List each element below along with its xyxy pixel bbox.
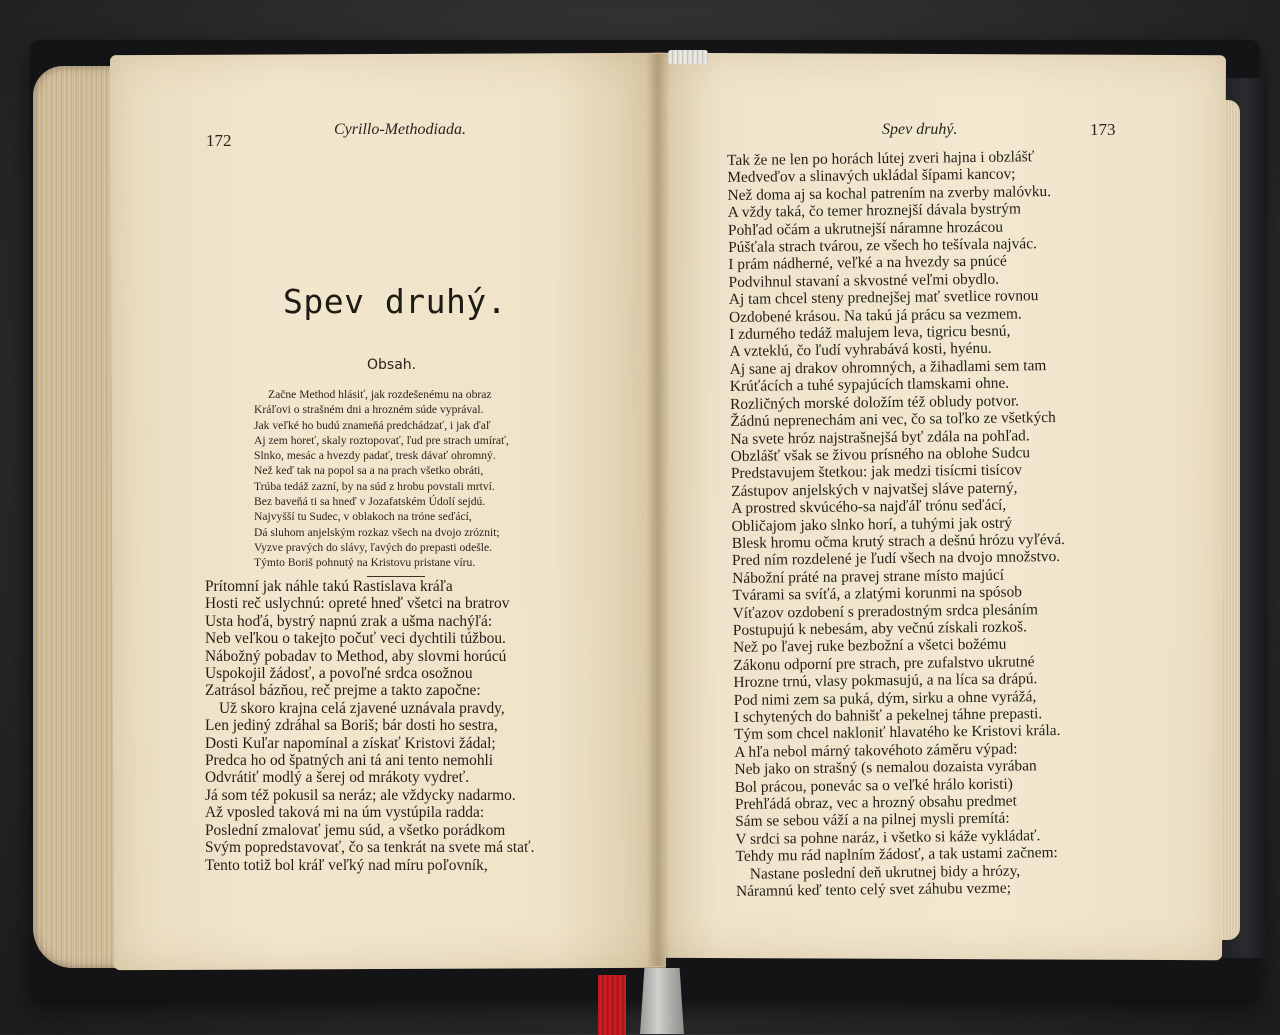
right-page-number: 173 <box>1090 120 1116 139</box>
section-divider <box>367 576 425 577</box>
verse-line: A vždy taká, čo temer hroznejší dávala bystrým <box>727 200 1022 222</box>
verse-line: Hrozne trnú, vlasy pokmasujú, a na líca sa drápú. <box>733 670 1038 692</box>
verse-line: Uspokojil žádosť, a povoľné srdca osožnou <box>205 665 473 683</box>
verse-line: Tak že ne len po horách lútej zveri hajna i obzlášť <box>727 148 1035 169</box>
summary-line: Trúba tedáž zazní, by na súd z hrobu povstali mrtví. <box>254 479 495 493</box>
summary-heading: Obsah. <box>367 357 417 373</box>
verse-line: Neb jako on strašný (s nemalou dozaista vyrában <box>734 757 1037 779</box>
bookmark-ribbon-red <box>598 975 626 1035</box>
verse-line: Zákonu odporní pre strach, pre zufalstvo ukrutné <box>733 653 1035 674</box>
verse-line: Už skoro krajna celá zjavené uznávala pravdy, <box>219 699 505 717</box>
verse-line: Ozdobené krásou. Na takú já prácu sa vezmem. <box>728 305 1022 326</box>
summary-line: Dá sluhom anjelským rozkaz všech na dvojo zróznit; <box>254 525 500 539</box>
verse-line: Postupujú k nebesám, aby večnú získali rozkoš. <box>732 618 1028 639</box>
right-verse-block <box>727 148 1069 900</box>
verse-line: Svým popredstavovať, čo sa tenkrát na svete má stať. <box>205 839 535 857</box>
verse-line: I prám nádherné, veľké a na hvezdy sa pnúcé <box>728 253 1007 274</box>
verse-line: Tvárami sa svíťá, a zlatými korunmi na spósob <box>732 583 1023 605</box>
verse-line: Žádnú neprenechám ani vec, čo sa toľko ze všetkých <box>730 409 1056 431</box>
right-running-title: Spev druhý. <box>882 121 958 138</box>
verse-line: Predstavujem štetkou: jak medzi tisícmi tisícov <box>730 461 1023 483</box>
verse-line: Dosti Kuľar napomínal a získať Kristovi žádal; <box>205 734 496 752</box>
verse-line: A vzteklú, čo ľudí vyhrabává kosti, hyénu. <box>729 340 992 361</box>
verse-line: Obzlášť však se živou prísného na oblohe Sudcu <box>730 444 1031 465</box>
verse-line: Bol prácou, ponevác sa o veľké hrálo koristi) <box>734 775 1013 796</box>
chapter-title: Spev druhý. <box>283 282 508 321</box>
verse-line: A hľa nebol márný takovéhoto záměru výpad: <box>734 740 1018 761</box>
summary-line: Aj zem horeť, skaly roztopovať, ľud pre strach umírať, <box>254 433 509 447</box>
verse-line: Víťazov ozdobení s preradostným srdca plesáním <box>732 600 1039 622</box>
verse-line: Nábožný pobadav to Method, aby slovmi horúcú <box>205 647 507 665</box>
summary-line: Jak veľké ho budú znameňá predchádzať, i jak ďaľ <box>254 418 491 432</box>
page-edges-left <box>33 66 123 968</box>
verse-line: Než doma aj sa kochal patrením na zverby malóvku. <box>727 182 1052 204</box>
verse-line: Len jediný zdráhal sa Boriš; bár dosti ho sestra, <box>205 717 498 735</box>
verse-line: Obličajom jako slnko horí, a tuhými jak ostrý <box>731 514 1013 535</box>
verse-line: Blesk hromu očma krutý strach a dešnú hrózu vyľévá. <box>731 530 1066 552</box>
verse-line: Prítomní jak náhle takú Rastislava kráľa <box>205 578 453 595</box>
verse-line: Nábožní práté na pravej strane místo majúcí <box>732 566 1005 587</box>
summary-block <box>254 387 584 571</box>
verse-line: Pod nimi zem sa puká, dým, sirku a ohne vyrážá, <box>733 687 1037 709</box>
verse-line: Aj tam chcel steny prednejšej mať svetlice rovnou <box>728 287 1039 309</box>
verse-line: Rozličných morské doložím též obludy potvor. <box>729 392 1020 413</box>
verse-line: Náramnú keď tento celý svet záhubu vezme; <box>735 879 1012 901</box>
bookmark-ribbon-gray <box>640 968 684 1034</box>
verse-line: Medveďov a slinavých ukládal šípami kancov; <box>727 165 1016 187</box>
verse-line: Tehdy mu rád naplním žádosť, a tak ustami začnem: <box>735 844 1058 866</box>
verse-line: Hosti reč uslychnú: opreté hneď všetci na bratrov <box>205 595 510 613</box>
verse-line: Pohľad očám a ukrutnejší náramne hrozácou <box>727 218 1004 239</box>
verse-line: Neb veľkou o takejto počuť veci dychtili túžbou. <box>205 630 506 648</box>
verse-line: Tento totiž bol kráľ veľký nad míru poľovník, <box>205 856 488 874</box>
verse-line: Aj sane aj drakov ohromných, a žihadlami sem tam <box>729 356 1047 378</box>
summary-line: Týmto Boriš pohnutý na Kristovu pristane víru. <box>254 556 476 570</box>
verse-line: I zdurného tedáž malujem leva, tigricu besnú, <box>729 322 1011 344</box>
verse-line: Usta hoďá, bystrý napnú zrak a ušma nachýľá: <box>205 612 493 630</box>
verse-line: Predca ho od špatných ani tá ani tento nemohli <box>205 752 494 770</box>
verse-line: I schytených do bahnišť a pekelnej táhne prepasti. <box>733 705 1043 726</box>
verse-line: Zástupov anjelských v najvatšej sláve paterný, <box>731 479 1018 500</box>
verse-line: Pred ním rozdelené je ľudí všech na dvojo množstvo. <box>731 548 1061 570</box>
summary-line: Bez baveňá ti sa hneď v Jozafatském Údolí sejdú. <box>254 495 486 509</box>
verse-line: Sám se sebou váží a na pilnej mysli premítá: <box>735 810 1010 831</box>
summary-line: Než keď tak na popol sa a na prach všetko obráti, <box>254 464 484 478</box>
verse-line: Púšťala strach tvárou, ze všech ho tešívala najvác. <box>728 235 1037 257</box>
verse-line: Nastane poslední deň ukrutnej bidy a hrózy, <box>749 862 1021 883</box>
verse-line: Poslední zmalovať jemu súd, a všetko porádkom <box>205 821 506 839</box>
verse-line: Prehľádá obraz, vec a hrozný obsahu predmet <box>734 792 1017 813</box>
verse-line: Až vposled taková mi na úm vystúpila radda: <box>205 804 485 822</box>
verse-line: Já som též pokusil sa neráz; ale vždycky nadarmo. <box>205 786 516 804</box>
verse-line: A prostred skvúcého-sa najďáľ trónu seďácí, <box>731 496 1007 518</box>
verse-line: Podvihnul stavaní a skvostné veľmi obydlo. <box>728 270 1000 291</box>
headband <box>668 50 708 64</box>
verse-line: Tým som chcel nakloniť hlavatého ke Kristovi krála. <box>734 722 1061 744</box>
summary-line: Najvyšší tu Sudec, v oblakoch na tróne seďácí, <box>254 510 472 524</box>
summary-line: Kráľovi o strašném dni a hrozném súde vyprával. <box>254 403 484 417</box>
verse-line: V srdci sa pohne naráz, i všetko si káže vykládať. <box>735 827 1041 848</box>
summary-line: Začne Method hlásiť, jak rozdešenému na obraz <box>268 388 492 401</box>
verse-line: Zatrásol bázňou, reč prejme a takto započne: <box>205 682 481 700</box>
left-verse-block <box>205 578 534 874</box>
verse-line: Než po ľavej ruke bezbožní a všetci božému <box>732 635 1007 657</box>
summary-line: Slnko, mesác a hvezdy padať, tresk dávať ohromný. <box>254 449 496 463</box>
verse-line: Odvrátiť modlý a šerej od mrákoty vydreť. <box>205 769 470 787</box>
left-running-title: Cyrillo-Methodiada. <box>334 121 466 138</box>
summary-line: Vyzve pravých do slávy, ľavých do prepasti odešle. <box>254 540 493 554</box>
verse-line: Na svete hróz najstrašnejšá byť zdála na pohľad. <box>730 426 1030 448</box>
verse-line: Krúťácích a tuhé sypajúcích tlamskami ohne. <box>729 374 1010 396</box>
book-gutter <box>646 54 670 966</box>
left-page-number: 172 <box>206 131 232 150</box>
